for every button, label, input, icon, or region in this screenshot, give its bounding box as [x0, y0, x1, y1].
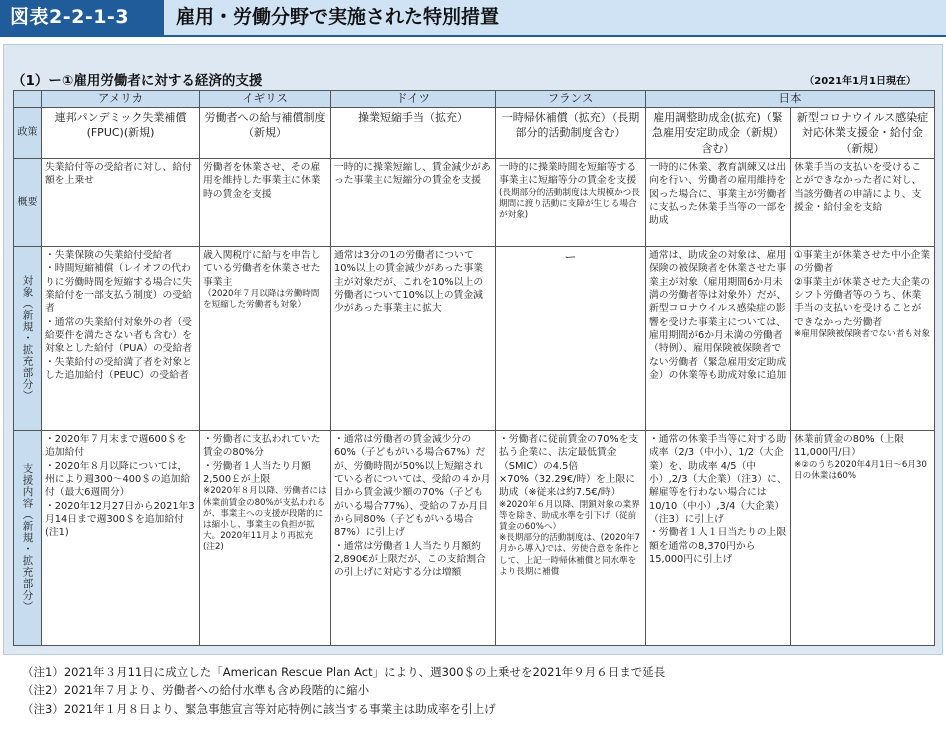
- support-usa: [42, 431, 200, 646]
- measures-table: [13, 90, 935, 646]
- row-label-support: 支援内容（新規・拡充部分）: [14, 431, 42, 646]
- col-usa: アメリカ: [42, 91, 200, 108]
- support-japan1-item: ・通常の休業手当等に対する助成率（2/3（中小）、1/2（大企業）を、助成率 4/5（中小）,2/3（大企業）（注3）に、解雇等を行わない場合には 10/10（中小）,3/4（大企業）（注3）に引上げ: [649, 434, 787, 526]
- overview-row: [14, 159, 935, 247]
- overview-france: [496, 159, 646, 247]
- section-title: （1）ー①雇用労働者に対する経済的支援: [12, 73, 263, 89]
- support-france-note: ※長期部分的活動制度は、(2020年7月から導入)では、労使合意を条件として、上記一時帰休補償と同水準をより長期に補償: [499, 533, 641, 577]
- target-japan2-item: ①事業主が休業させた中小企業の労働者: [794, 250, 931, 275]
- col-uk: イギリス: [200, 91, 331, 108]
- corner-cell: [14, 91, 42, 108]
- support-germany-item: ・通常は労働者１人当たり月額約2,890€が上限だが、この支給割合の引上げに対応する分は増額: [334, 540, 486, 579]
- target-usa: [42, 247, 200, 431]
- footnotes: [22, 663, 665, 718]
- overview-japan-leave-support: 休業手当の支払いを受けることができなかった者に対し、当該労働者の申請により、支援金・給付金を支給: [791, 159, 935, 247]
- target-france: ー: [496, 247, 646, 431]
- row-label-policy: 政策: [14, 108, 42, 159]
- support-japan-employment-adjustment: [646, 431, 791, 646]
- overview-france-main: 一時的に操業時間を短縮等する事業主に短縮等分の賃金を支援: [499, 162, 637, 187]
- col-germany: ドイツ: [331, 91, 496, 108]
- figure-number: 図表2-2-1-3: [0, 0, 164, 35]
- col-japan: 日本: [646, 91, 935, 108]
- support-france-note: ※2020年６月以降、閉鎖対象の業界等を除き、助成水準を引下げ（従前賃金の60%へ）: [499, 499, 640, 533]
- target-uk-note: （2020年７月以降は労働時間を短縮した労働者も対象）: [203, 289, 320, 311]
- target-uk-main: 歳入関税庁に給与を申告している労働者を休業させた事業主: [203, 250, 321, 288]
- support-row: [14, 431, 935, 646]
- policy-japan-employment-adjustment: 雇用調整助成金(拡充)（緊急雇用安定助成金（新規）含む）: [646, 108, 791, 159]
- row-label-target: 対象（新規・拡充部分）: [14, 247, 42, 431]
- policy-row: [14, 108, 935, 159]
- policy-japan-leave-support: 新型コロナウイルス感染症対応休業支援金・給付金（新規）: [791, 108, 935, 159]
- as-of-date: （2021年1月1日現在）: [804, 76, 916, 87]
- footnote-3: （注3）2021年１月８日より、緊急事態宣言等対応特例に該当する事業主は助成率を引上げ: [22, 701, 496, 716]
- overview-uk: 労働者を休業させ、その雇用を維持した事業主に休業時の賃金を支援: [200, 159, 331, 247]
- target-japan-employment-adjustment: 通常は、助成金の対象は、雇用保険の被保険者を休業させた事業主が対象（雇用期間6か月未満の労働者等は対象外）だが、新型コロナウイルス感染症の影響を受けた事業主については、雇用期間が6か月未満の労働者（特例）、雇用保険被保険者でない労働者（緊急雇用安定助成金）の休業等も助成対象に追加: [646, 247, 791, 431]
- footnote-2: （注2）2021年７月より、労働者への給付水準も含め段階的に縮小: [22, 683, 370, 698]
- policy-germany: 操業短縮手当（拡充）: [331, 108, 496, 159]
- support-usa-item: ・2020年12月27日から2021年3月14日まで週300＄を追加給付: [45, 500, 195, 526]
- support-usa-note-ref: (注1): [45, 527, 69, 539]
- support-uk-item: ・労働者に支払われていた賃金の80%分: [203, 434, 321, 459]
- target-usa-item: ・通常の失業給付対象外の者（受給要件を満たさない者も含む）を対象とした給付（PUA）の受給者: [45, 316, 193, 355]
- target-usa-item: ・時間短縮補償（レイオフの代わりに労働時間を短縮する場合に失業給付を一部支払う制度）の受給者: [45, 263, 192, 315]
- policy-france: 一時帰休補償（拡充）（長期部分的活動制度含む）: [496, 108, 646, 159]
- support-usa-item: ・2020年７月末まで週600＄を追加給付: [45, 434, 187, 459]
- support-germany-item: ・通常は労働者の賃金減少分の60%（子どもがいる場合67%）だが、労働時間が50%以上短縮されている者については、受給の４か月目から賃金減少額の70%（子どもがいる場合77%）、受給の７か月目から同80%（子どもがいる場合87%）に引上げ: [334, 434, 491, 539]
- support-france-main: ・労働者に従前賃金の70%を支払う企業に、法定最低賃金（SMIC）の4.5倍×70%（32.29€/時）を上限に助成（※従来は約7.5€/時）: [499, 434, 639, 499]
- support-japan-leave-support: [791, 431, 935, 646]
- col-france: フランス: [496, 91, 646, 108]
- support-japan2-note: ※②のうち2020年4月1日～6月30日の休業は60%: [794, 459, 927, 481]
- figure-header: [0, 0, 946, 37]
- support-uk-item: ・労働者１人当たり月額2,500￡が上限: [203, 460, 311, 486]
- overview-usa: 失業給付等の受給者に対し、給付額を上乗せ: [42, 159, 200, 247]
- figure-title: 雇用・労働分野で実施された特別措置: [176, 6, 500, 28]
- footnote-1: （注1）2021年３月11日に成立した「American Rescue Plan Act」により、週300＄の上乗せを2021年９月６日まで延長: [22, 665, 666, 679]
- content-panel: [3, 44, 943, 655]
- policy-usa: 連邦パンデミック失業補償(FPUC)(新規): [42, 108, 200, 159]
- overview-france-note: (長期部分的活動制度は大規模かつ長期間に渡り活動に支障が生じる場合が対象): [499, 187, 640, 221]
- target-japan2-note: ※雇用保険被保険者でない者も対象: [794, 329, 931, 340]
- target-uk: [200, 247, 331, 431]
- target-usa-item: ・失業保険の失業給付受給者: [45, 250, 173, 262]
- target-japan-leave-support: [791, 247, 935, 431]
- policy-uk: 労働者への給与補償制度（新規）: [200, 108, 331, 159]
- support-germany: [331, 431, 496, 646]
- support-uk-note: ※2020年８月以降、労働者には休業前賃金の80%が支払われるが、事業主への支援が段階的には縮小し、事業主の負担が拡大。2020年11月より再拡充: [203, 486, 327, 542]
- target-row: [14, 247, 935, 431]
- support-uk-note-ref: (注2): [203, 542, 224, 553]
- support-usa-item: ・2020年８月以降については，州により週300～400＄の追加給付（最大6週間分）: [45, 460, 191, 499]
- overview-japan-employment-adjustment: 一時的に休業、教育訓練又は出向を行い、労働者の雇用維持を図った場合に、事業主が労働者に支払った休業手当等の一部を助成: [646, 159, 791, 247]
- overview-germany: 一時的に操業短縮し、賃金減少があった事業主に短縮分の賃金を支援: [331, 159, 496, 247]
- support-japan1-item: ・労働者１人１日当たりの上限額を通常の8,370円から15,000円に引上げ: [649, 527, 787, 565]
- target-japan2-item: ②事業主が休業させた大企業のシフト労働者等のうち、休業手当の支払いを受けることができなかった労働者: [794, 276, 931, 328]
- row-label-overview: 概要: [14, 159, 42, 247]
- country-header-row: [14, 91, 935, 108]
- support-japan2-main: 休業前賃金の80%（上限11,000円/日）: [794, 434, 904, 459]
- target-usa-item: ・失業給付の受給満了者を対象とした追加給付（PEUC）の受給者: [45, 356, 192, 381]
- support-france: [496, 431, 646, 646]
- target-germany: 通常は3分の1の労働者について10%以上の賃金減少があった事業主が対象だが、これを10%以上の労働者について10%以上の賃金減少があった事業主に拡大: [331, 247, 496, 431]
- support-uk: [200, 431, 331, 646]
